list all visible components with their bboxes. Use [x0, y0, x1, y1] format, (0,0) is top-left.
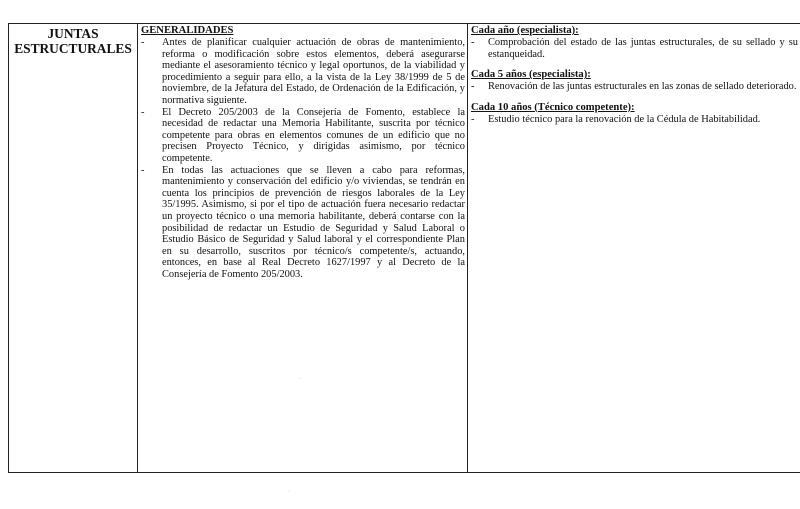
list-item: - Comprobación del estado de las juntas estructurales, de su sellado y su estanqueidad. — [468, 37, 800, 60]
schedule-list — [468, 81, 800, 93]
schedule-section — [468, 101, 800, 126]
generalidades-cell — [138, 24, 468, 473]
schedule-list — [468, 114, 800, 126]
list-item: - Estudio técnico para la renovación de la Cédula de Habitabilidad. — [468, 114, 800, 126]
scan-speck: · — [288, 489, 290, 495]
schedule-list — [468, 37, 800, 60]
schedule-section — [468, 24, 800, 60]
list-item: - En todas las actuaciones que se lleven a cabo para reformas, mantenimiento y conservación del edificio y/o viviendas, se tendrán en cuenta los principios de prevención de riesgos laborales de la Ley 35/1995. Asimismo, si por el tipo de actuación fuera necesario redactar un proyecto técnico o una memoria habilitante, deberá contarse con la posibilidad de redactar un Estudio de Seguridad y Salud Laboral o Estudio Básico de Seguridad y Salud laboral y el correspondiente Plan en su desarrollo, suscritos por técnico/s competente/s, actuando, entonces, en base al Real Decreto 1627/1997 y al Decreto de la Consejería de Fomento 205/2003. — [138, 165, 467, 281]
maintenance-schedule-cell — [468, 24, 800, 473]
schedule-heading: Cada 5 años (especialista): — [471, 69, 591, 81]
generalidades-list — [138, 37, 467, 280]
scan-speck: · — [299, 376, 301, 382]
element-title-line: ESTRUCTURALES — [14, 41, 132, 56]
maintenance-table — [8, 23, 800, 473]
element-title — [9, 24, 137, 56]
schedule-heading: Cada año (especialista): — [471, 25, 579, 36]
schedule-section — [468, 68, 800, 93]
generalidades-heading: GENERALIDADES — [141, 25, 234, 36]
schedule-heading: Cada 10 años (Técnico competente): — [471, 101, 635, 113]
table-row — [9, 24, 800, 473]
list-item: - Antes de planificar cualquier actuación de obras de mantenimiento, reforma o modificación sobre estos elementos, deberá asegurarse mediante el asesoramiento técnico y legal oportunos, de la viabilidad y procedimiento a seguir para ello, a la vista de la Ley 38/1999 de 5 de noviembre, de la Jefatura del Estado, de Ordenación de la Edificación, y normativa siguiente. — [138, 37, 467, 107]
list-item: - Renovación de las juntas estructurales en las zonas de sellado deteriorado. — [468, 81, 800, 93]
list-item: - El Decreto 205/2003 de la Consejería de Fomento, establece la necesidad de redactar una Memoria Habilitante, suscrita por técnico competente para obras en elementos comunes de un edificio que no precisen Proyecto Técnico, y dirigidas asimismo, por técnico competente. — [138, 107, 467, 165]
element-title-line: JUNTAS — [47, 26, 99, 41]
element-name-cell — [9, 24, 138, 473]
